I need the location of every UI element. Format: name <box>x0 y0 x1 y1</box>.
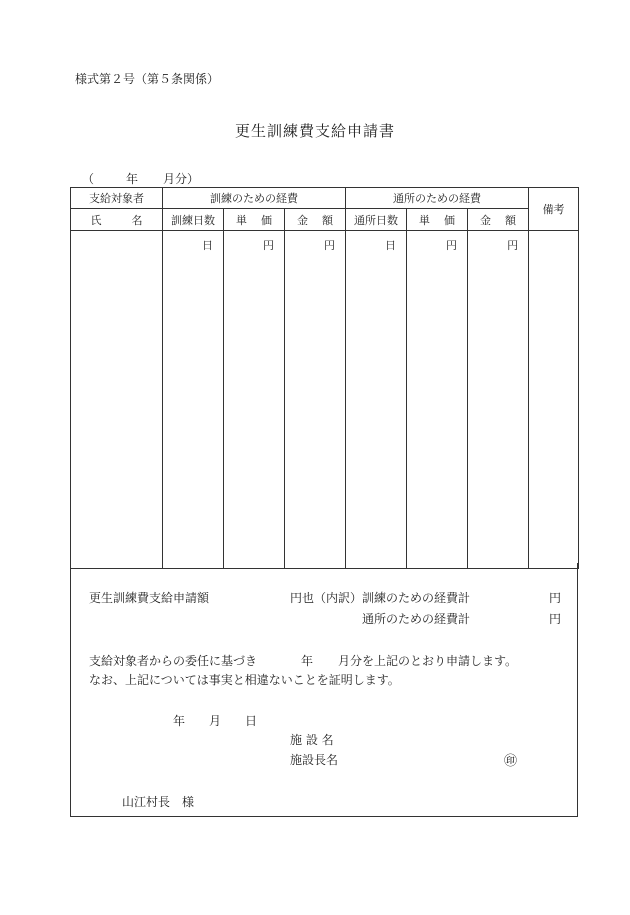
unit-price2-char-1: 単 <box>419 213 431 227</box>
header-amount-1 <box>285 209 346 231</box>
period-open: （ <box>82 172 95 186</box>
header-remarks: 備考 <box>529 188 579 231</box>
expense-table <box>70 187 579 569</box>
unit-yen: 円 <box>507 239 519 252</box>
period-year: 年 <box>126 172 139 186</box>
period-line <box>82 170 202 184</box>
header-subject: 支給対象者 <box>71 188 163 209</box>
summary-commute-yen: 円 <box>549 612 562 626</box>
cell-commute-days[interactable] <box>346 231 407 569</box>
seal-icon: ㊞ <box>504 754 518 769</box>
addressee: 山江村長 様 <box>122 795 195 809</box>
header-name-2: 名 <box>131 213 143 227</box>
cell-training-amount[interactable] <box>285 231 346 569</box>
cell-commute-unit-price[interactable] <box>407 231 468 569</box>
unit-yen: 円 <box>324 239 336 252</box>
header-training-group: 訓練のための経費 <box>163 188 346 209</box>
unit-price2-char-2: 価 <box>444 213 456 227</box>
cell-name[interactable] <box>71 231 163 569</box>
summary-yen-breakdown: 円也（内訳） <box>290 591 363 605</box>
amount-char-1: 金 <box>297 213 309 227</box>
header-commute-group: 通所のための経費 <box>346 188 529 209</box>
form-number: 様式第２号（第５条関係） <box>75 72 220 86</box>
header-commute-days: 通所日数 <box>346 209 407 231</box>
date-year: 年 <box>173 714 186 728</box>
application-section <box>70 563 578 817</box>
unit-day: 日 <box>202 239 213 252</box>
cell-training-unit-price[interactable] <box>224 231 285 569</box>
header-amount-2 <box>468 209 529 231</box>
cell-commute-amount[interactable] <box>468 231 529 569</box>
header-name <box>71 209 163 231</box>
summary-label: 更生訓練費支給申請額 <box>89 591 210 605</box>
cell-remarks[interactable] <box>529 231 579 569</box>
period-month: 月分） <box>163 172 200 186</box>
cell-training-days[interactable] <box>163 231 224 569</box>
facility-name-label: 施 設 名 <box>290 733 334 747</box>
unit-price-char-2: 価 <box>261 213 272 227</box>
declaration-line1-year: 年 <box>301 654 314 668</box>
date-month: 月 <box>209 714 222 728</box>
unit-yen: 円 <box>263 239 274 252</box>
header-unit-price-2 <box>407 209 468 231</box>
amount-char-2: 額 <box>322 213 334 227</box>
summary-commute-total: 通所のための経費計 <box>362 612 471 626</box>
header-training-days: 訓練日数 <box>163 209 224 231</box>
declaration-line2: なお、上記については事実と相違ないことを証明します。 <box>89 673 400 687</box>
header-name-1: 氏 <box>90 213 102 227</box>
summary-training-total: 訓練のための経費計 <box>362 591 471 605</box>
facility-head-label: 施設長名 <box>290 753 339 767</box>
declaration-line1-a: 支給対象者からの委任に基づき <box>89 654 258 668</box>
summary-training-yen: 円 <box>549 591 562 605</box>
date-day: 日 <box>245 714 258 728</box>
unit-yen: 円 <box>446 239 458 252</box>
document-title: 更生訓練費支給申請書 <box>234 122 395 140</box>
amount2-char-2: 額 <box>505 213 517 227</box>
unit-price-char-1: 単 <box>236 213 247 227</box>
amount2-char-1: 金 <box>480 213 492 227</box>
declaration-line1-b: 月分を上記のとおり申請します。 <box>338 654 518 668</box>
header-unit-price-1 <box>224 209 285 231</box>
unit-day: 日 <box>385 239 397 252</box>
